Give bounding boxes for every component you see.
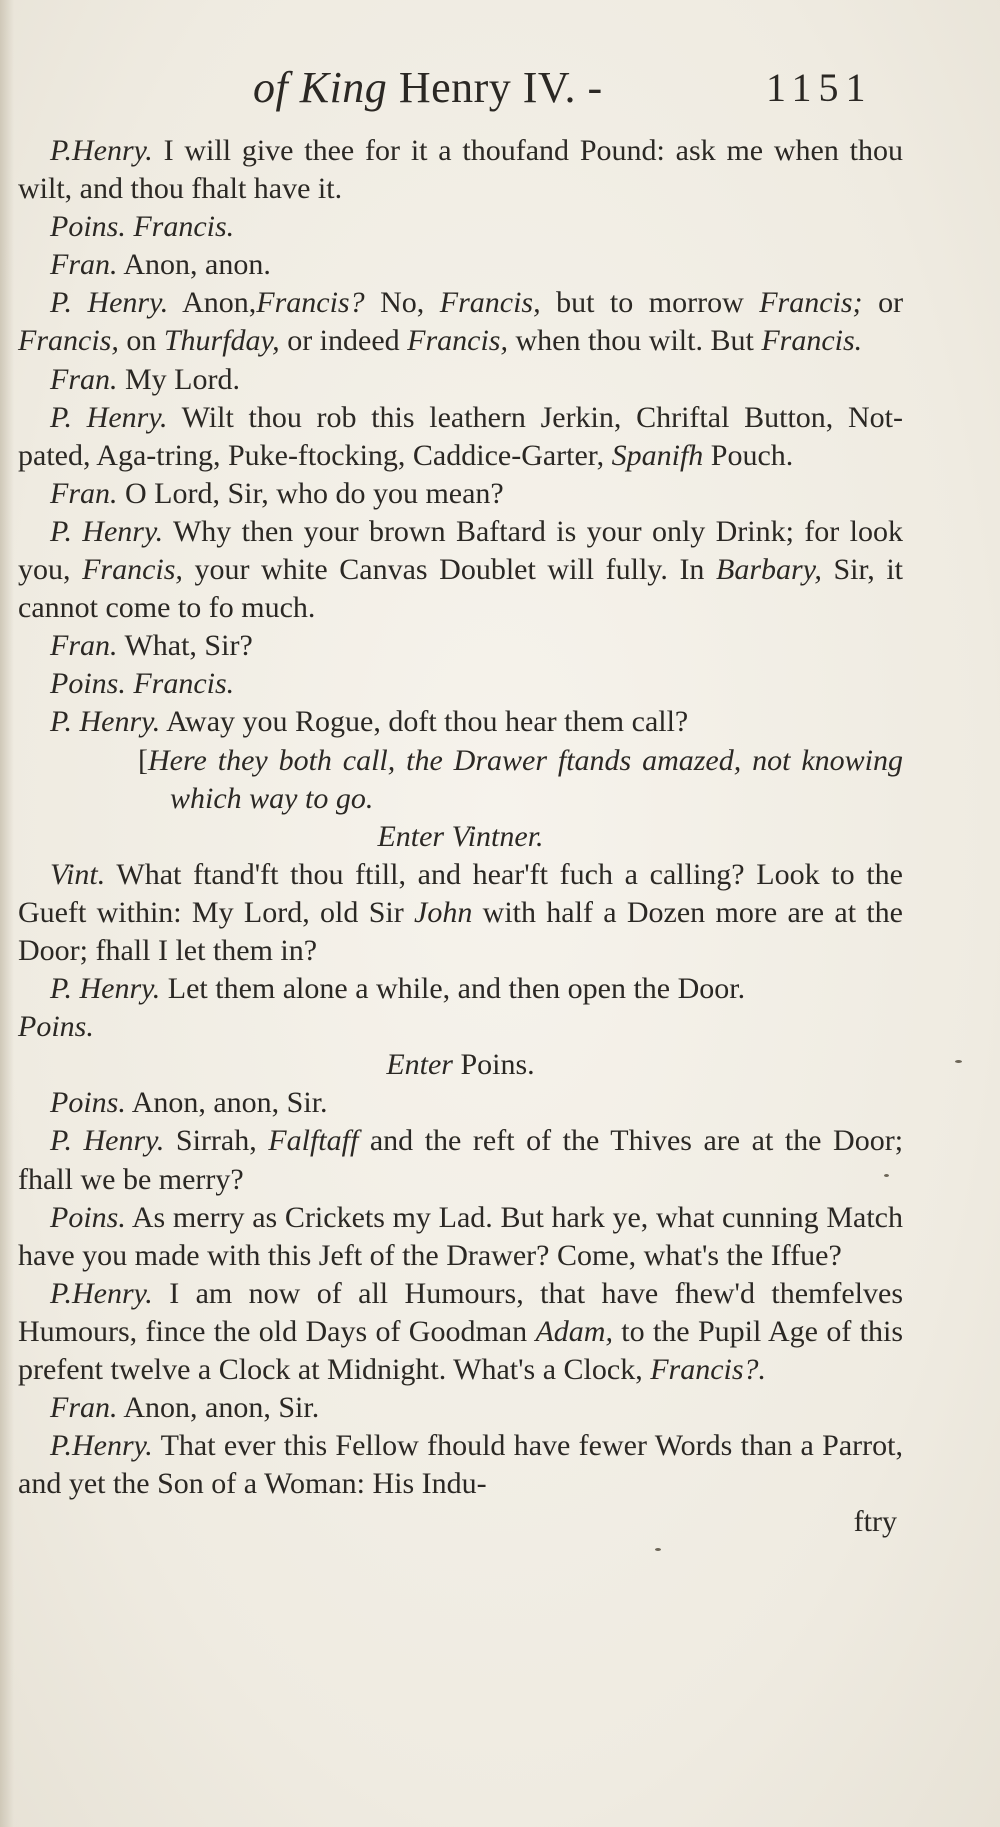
speech-13-poins [18, 1008, 903, 1046]
stage-direction [18, 742, 903, 818]
speech-text: I am now of all Humours, that have fhew'd themfelves Humours, fince the old Days of Goodman [18, 1276, 903, 1348]
speech-text: to the Pupil Age of this prefent twelve a Clock at Midnight. What's a Clock, [18, 1314, 903, 1386]
speech-text: What ftand'ft thou ftill, and hear'ft fuch a calling? Look to the Gueft within: My Lord, old Sir [18, 857, 903, 929]
speaker: P. Henry. [50, 1124, 165, 1158]
name-francis: Francis? [256, 286, 365, 320]
catchword: ftry [853, 1505, 897, 1539]
name-francis: Francis, [82, 553, 183, 587]
speech-text: Away you Rogue, doft thou hear them call? [166, 705, 689, 739]
speech-text: That ever this Fellow fhould have fewer Words than a Parrot, and yet the Son of a Woman: His Indu- [18, 1429, 903, 1501]
speaker: Fran. [50, 1391, 118, 1425]
enter-word: Enter [377, 819, 445, 853]
name-francis: Francis, [18, 324, 119, 358]
speech-text: O Lord, Sir, who do you mean? [125, 476, 504, 510]
speech-text: with half a Dozen more are at the Door; fhall I let them in? [18, 895, 903, 967]
speaker: P. Henry. [50, 972, 161, 1006]
speaker: P. Henry. [50, 400, 168, 434]
title-of: of [253, 63, 289, 112]
name-francis: Francis, [407, 324, 508, 358]
speech-text: or [878, 286, 904, 320]
speaker: P. Henry. [50, 286, 169, 320]
speech-1 [18, 132, 903, 208]
name-francis: Francis. [761, 324, 863, 358]
speaker: Poins. [50, 1200, 126, 1234]
speech-10 [18, 665, 903, 703]
ink-speck [955, 1060, 962, 1063]
speech-4 [18, 284, 903, 360]
speech-8 [18, 513, 903, 627]
speaker: Poins. [50, 1086, 126, 1120]
title-king: King [299, 63, 388, 112]
enter-word: Enter [386, 1048, 453, 1082]
speech-text: As merry as Crickets my Lad. But hark ye, what cunning Match have you made with this Jeft of the Drawer? Come, what's the Iffue? [18, 1200, 903, 1272]
speech-text: Francis. [133, 210, 235, 244]
play-text [18, 132, 903, 1541]
entrance-poins [18, 1046, 903, 1084]
entrance-vintner [18, 818, 903, 856]
speech-text: but to morrow [556, 286, 744, 320]
speaker: P. Henry. [50, 705, 161, 739]
stage-bracket: [ [138, 743, 148, 777]
speech-text: and the reft of the Thives are at the Door; fhall we be merry? [18, 1124, 904, 1196]
speech-text: My Lord. [125, 362, 240, 396]
speaker: P.Henry. [50, 134, 153, 167]
speech-text: Why then your brown Baftard is your only Drink; for look you, [18, 514, 903, 587]
speech-14 [18, 1084, 903, 1122]
speech-text: on [126, 324, 157, 358]
speaker: Poins. [50, 667, 126, 701]
name-falstaff: Falftaff [268, 1124, 359, 1158]
speaker: Poins. [50, 210, 126, 244]
speech-text: or indeed [287, 324, 400, 358]
speech-17 [18, 1275, 903, 1389]
name-thursday: Thurfday, [163, 324, 280, 358]
speaker: Vint. [50, 857, 106, 891]
speech-text: Anon, anon. [123, 248, 271, 282]
speech-18 [18, 1389, 903, 1427]
speech-text: Let them alone a while, and then open the Door. [167, 972, 746, 1006]
speech-text: Anon, anon, Sir. [123, 1391, 320, 1425]
speech-text: Anon, [182, 286, 257, 320]
running-title [253, 62, 603, 113]
running-header [0, 62, 1000, 122]
title-rest: Henry IV. - [398, 63, 603, 112]
speaker: Fran. [50, 248, 118, 282]
speech-3 [18, 246, 903, 284]
speech-19 [18, 1427, 903, 1503]
speech-2 [18, 208, 903, 246]
speech-12 [18, 856, 903, 970]
speech-text: Pouch. [710, 438, 794, 472]
speech-text: Sirrah, [175, 1124, 257, 1158]
name-adam: Adam, [535, 1314, 613, 1348]
speaker: Fran. [50, 362, 118, 396]
enter-name: Poins. [460, 1048, 535, 1082]
speech-6 [18, 399, 903, 475]
speech-11 [18, 703, 903, 741]
word-spanish: Spanifh [611, 438, 704, 472]
enter-name: Vintner. [451, 819, 544, 853]
ink-speck [655, 1548, 661, 1551]
speech-text: Anon, anon, Sir. [131, 1086, 328, 1120]
speech-text: Sir, it cannot come to fo much. [18, 553, 903, 625]
speech-5 [18, 361, 903, 399]
speech-13 [18, 970, 903, 1008]
page-gutter-shadow [0, 0, 14, 1827]
speech-text: I will give thee for it a thoufand Pound: ask me when thou wilt, and thou fhalt have it. [18, 134, 903, 206]
speaker: P.Henry. [50, 1276, 153, 1310]
speech-16 [18, 1199, 903, 1275]
speaker: Fran. [50, 476, 118, 510]
speech-text: Francis. [133, 667, 235, 701]
speech-text: your white Canvas Doublet will fully. In [194, 553, 705, 587]
name-francis: Francis, [439, 286, 541, 320]
name-barbary: Barbary, [716, 553, 822, 587]
speaker: P.Henry. [50, 1429, 153, 1463]
speech-text: Wilt thou rob this leathern Jerkin, Chriftal Button, Not-pated, Aga-tring, Puke-ftocking, Caddice-Garter, [18, 400, 903, 472]
speech-15 [18, 1122, 903, 1198]
speech-text: when thou wilt. But [515, 324, 754, 358]
speaker: Fran. [50, 629, 118, 663]
name-francis: Francis; [759, 286, 863, 320]
speech-text: What, Sir? [124, 629, 253, 663]
page-number: 1151 [766, 65, 873, 110]
speaker: P. Henry. [50, 514, 164, 548]
speech-9 [18, 627, 903, 665]
name-john: John [414, 895, 473, 929]
ink-speck [884, 1174, 889, 1177]
name-francis: Francis?. [650, 1353, 767, 1386]
speaker: Poins. [18, 1010, 94, 1044]
speech-text: No, [380, 286, 425, 320]
stage-text: Here they both call, the Drawer ftands amazed, not knowing which way to go. [148, 743, 903, 815]
speech-7 [18, 475, 903, 513]
